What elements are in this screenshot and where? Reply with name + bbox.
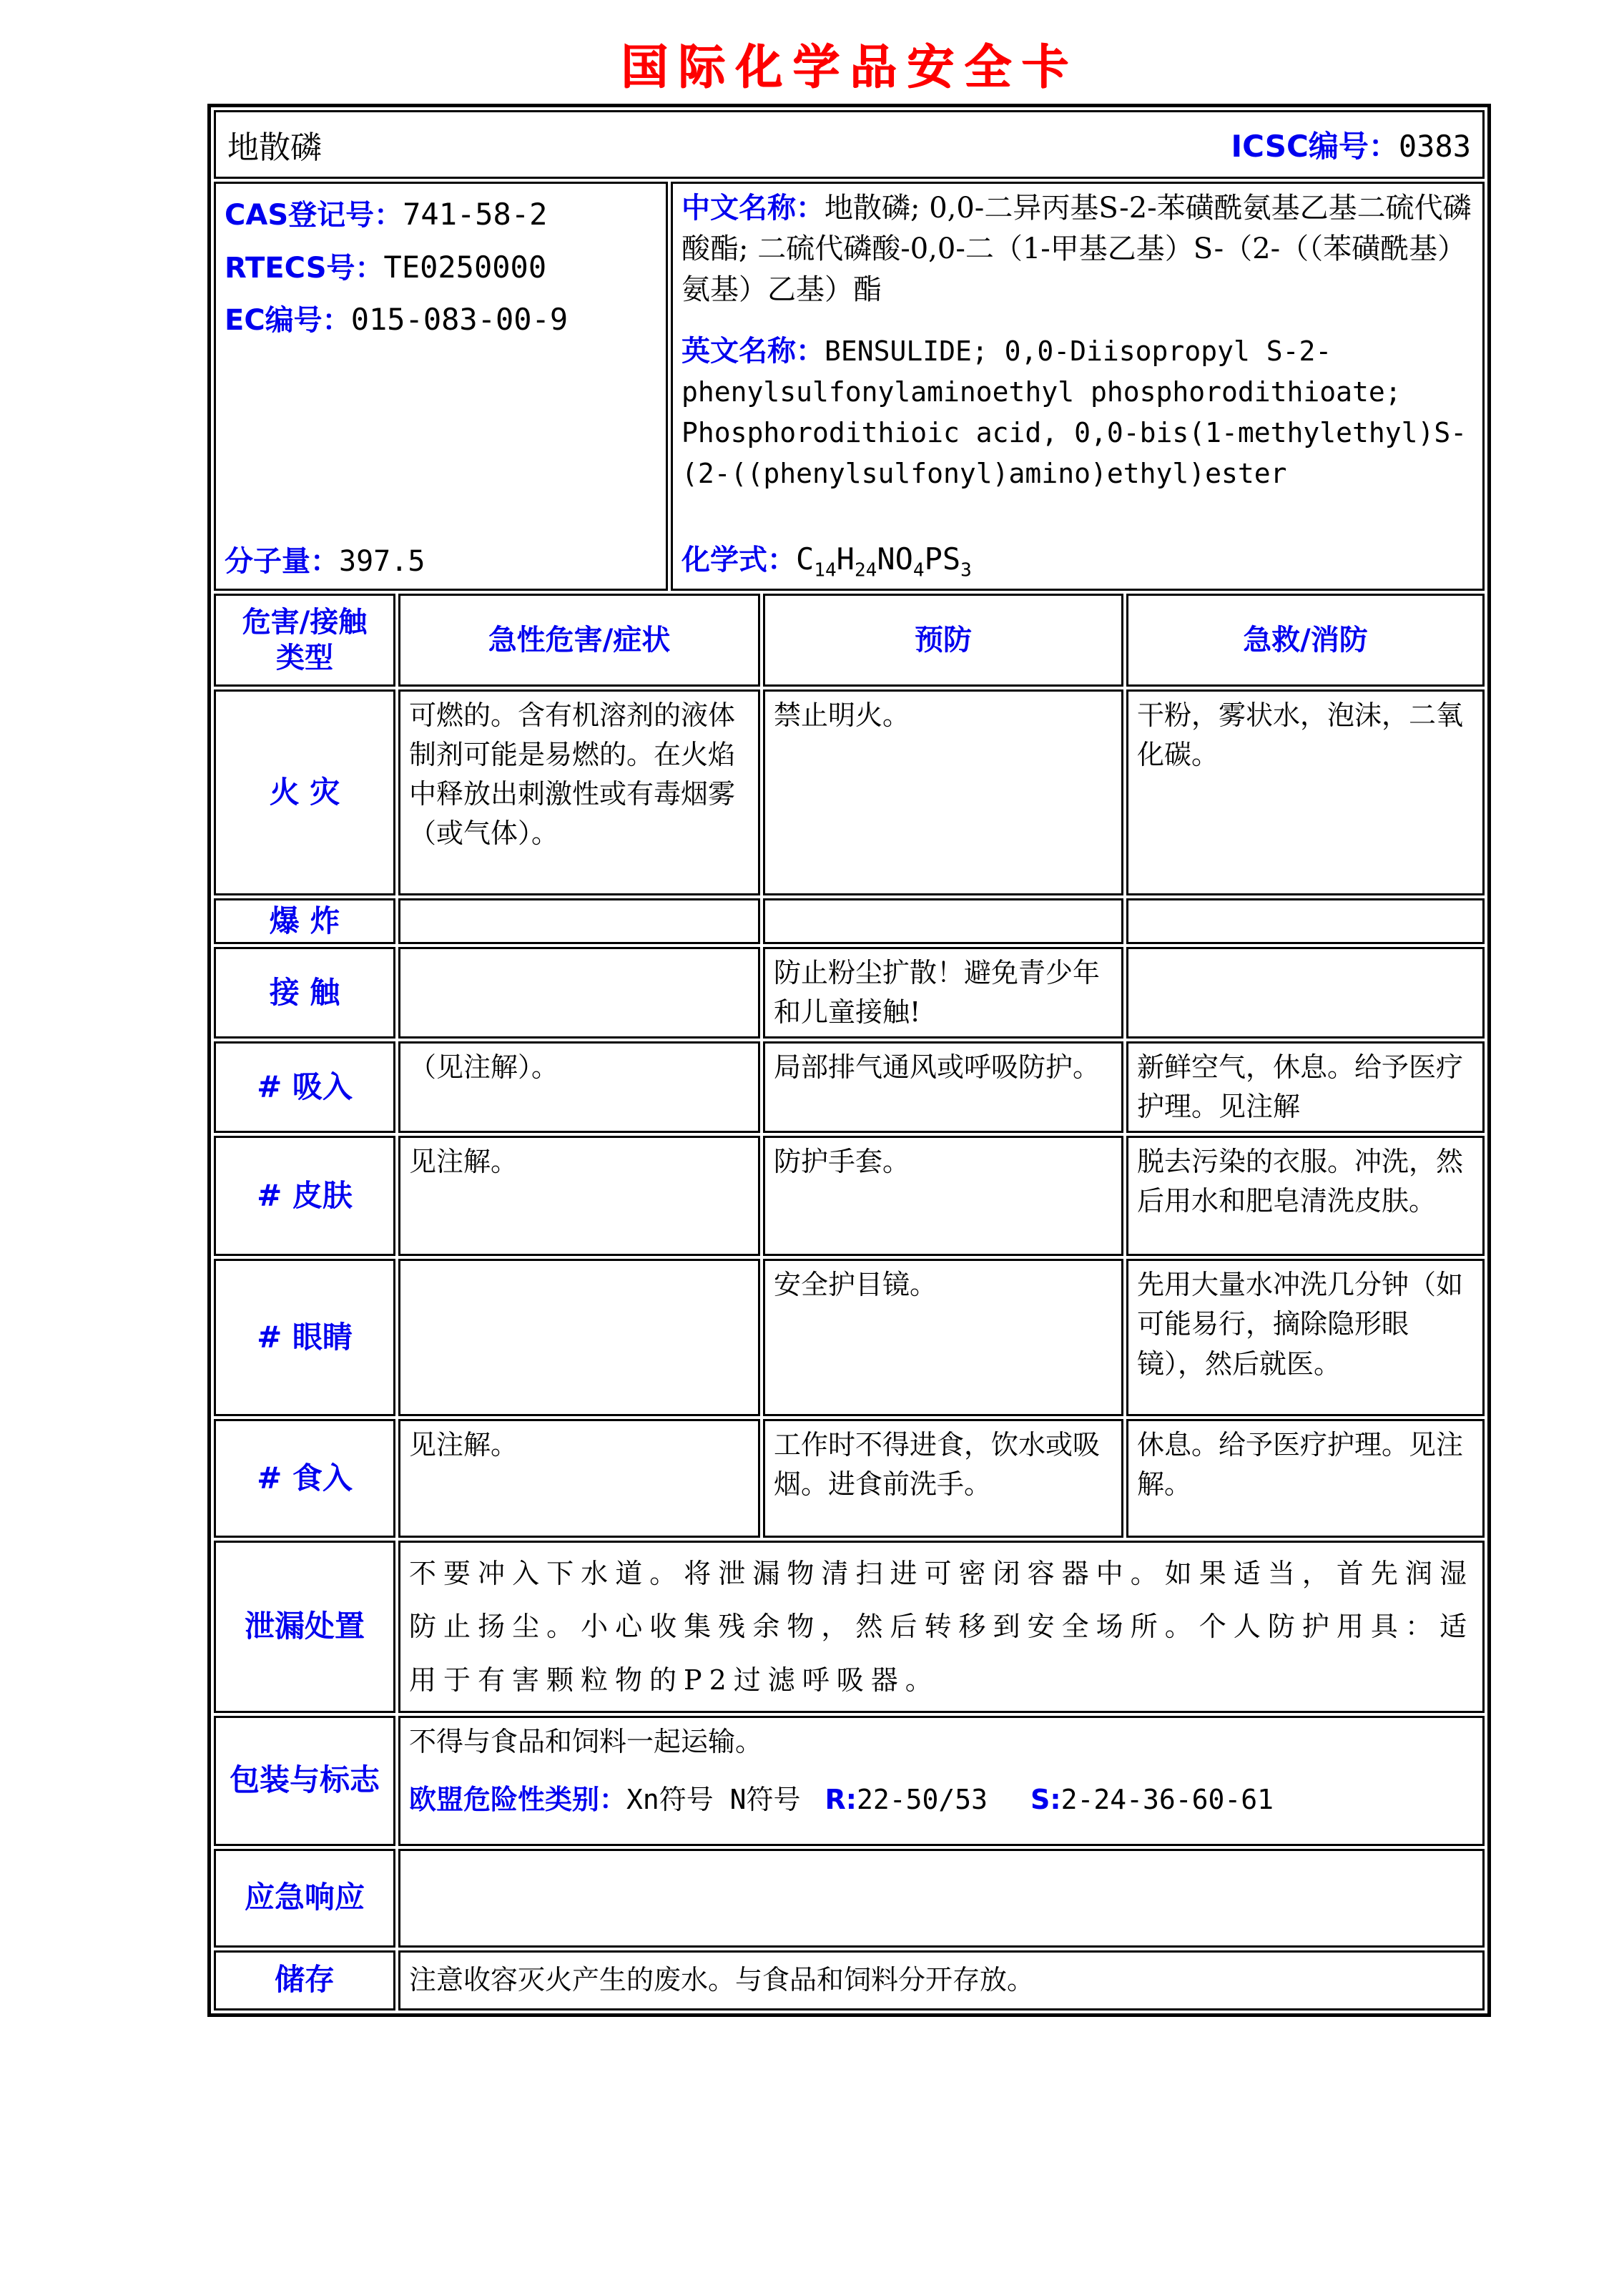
column-header-row	[214, 594, 1485, 687]
chemical-formula-line	[681, 536, 1474, 584]
exposure-prevention: 防止粉尘扩散！避免青少年和儿童接触!	[763, 947, 1123, 1039]
ingestion-firstaid: 休息。给予医疗护理。见注解。	[1126, 1419, 1485, 1538]
icsc-number-label: ICSC编号：	[1231, 129, 1399, 164]
fire-label: 火 灾	[214, 689, 395, 895]
cas-label: CAS登记号：	[225, 199, 403, 232]
r-phrase-value: 22-50/53	[857, 1783, 988, 1815]
rtecs-value: TE0250000	[383, 249, 547, 285]
row-spill-disposal	[214, 1541, 1485, 1712]
row-eyes	[214, 1259, 1485, 1416]
skin-symptoms: 见注解。	[398, 1136, 760, 1256]
inhalation-label: # 吸入	[214, 1041, 395, 1133]
spill-disposal-text: 不要冲入下水道。将泄漏物清扫进可密闭容器中。如果适当，首先润湿防止扬尘。小心收集残余物，然后转移到安全场所。个人防护用具：适用于有害颗粒物的P2过滤呼吸器。	[398, 1541, 1485, 1712]
storage-label: 储存	[214, 1950, 395, 2011]
inhalation-firstaid: 新鲜空气，休息。给予医疗护理。见注解	[1126, 1041, 1485, 1133]
col-header-firstaid: 急救/消防	[1126, 594, 1485, 687]
row-packaging-labelling	[214, 1716, 1485, 1846]
row-exposure	[214, 947, 1485, 1039]
r-phrase-label: R:	[825, 1783, 857, 1815]
identifier-row	[214, 182, 1485, 591]
explosion-firstaid	[1126, 898, 1485, 944]
eyes-symptoms	[398, 1259, 760, 1416]
fire-symptoms: 可燃的。含有机溶剂的液体制剂可能是易燃的。在火焰中释放出刺激性或有毒烟雾（或气体）。	[398, 689, 760, 895]
icsc-number-value: 0383	[1398, 129, 1471, 164]
mw-value: 397.5	[339, 545, 425, 578]
s-phrase-value: 2-24-36-60-61	[1060, 1783, 1274, 1815]
eyes-prevention: 安全护目镜。	[763, 1259, 1123, 1416]
ec-value: 015-083-00-9	[350, 302, 569, 337]
col-header-prevention: 预防	[763, 594, 1123, 687]
fire-firstaid: 干粉，雾状水，泡沫，二氧化碳。	[1126, 689, 1485, 895]
name-row	[214, 110, 1485, 179]
chinese-name-paragraph	[681, 188, 1474, 310]
cas-value: 741-58-2	[403, 197, 548, 232]
ec-label: EC编号：	[225, 304, 351, 337]
exposure-symptoms	[398, 947, 760, 1039]
formula-value: $C_{14}H_{24}NO_4PS_3$	[796, 541, 972, 581]
molecular-weight-line	[225, 539, 657, 584]
eyes-label: # 眼睛	[214, 1259, 395, 1416]
names-cell	[671, 182, 1485, 591]
row-inhalation	[214, 1041, 1485, 1133]
explosion-symptoms	[398, 898, 760, 944]
col-header-hazard-type: 危害/接触 类型	[214, 594, 395, 687]
english-name-paragraph	[681, 331, 1474, 494]
eu-class-label: 欧盟危险性类别：	[409, 1783, 627, 1815]
ec-number-line	[225, 293, 657, 346]
registry-numbers-cell	[214, 182, 668, 591]
fire-prevention: 禁止明火。	[763, 689, 1123, 895]
row-explosion	[214, 898, 1485, 944]
explosion-prevention	[763, 898, 1123, 944]
row-skin	[214, 1136, 1485, 1256]
row-fire	[214, 689, 1485, 895]
storage-text: 注意收容灭火产生的废水。与食品和饲料分开存放。	[398, 1950, 1485, 2011]
row-emergency-response	[214, 1849, 1485, 1948]
rtecs-number-line	[225, 241, 657, 294]
mw-label: 分子量：	[225, 545, 339, 578]
skin-firstaid: 脱去污染的衣服。冲洗，然后用水和肥皂清洗皮肤。	[1126, 1136, 1485, 1256]
explosion-label: 爆 炸	[214, 898, 395, 944]
chinese-name-value: 地散磷; 0,0-二异丙基S-2-苯磺酰氨基乙基二硫代磷酸酯; 二硫代磷酸-0,0-二（1-甲基乙基）S-（2-（（苯磺酰基）氨基）乙基）酯	[681, 192, 1472, 306]
eu-hazard-class-line	[409, 1780, 1474, 1820]
chemical-name: 地散磷	[227, 129, 322, 166]
exposure-firstaid	[1126, 947, 1485, 1039]
chinese-name-label: 中文名称：	[681, 192, 825, 225]
skin-label: # 皮肤	[214, 1136, 395, 1256]
cas-number-line	[225, 188, 657, 241]
english-name-label: 英文名称：	[681, 335, 825, 368]
exposure-label: 接 触	[214, 947, 395, 1039]
emergency-response-text	[398, 1849, 1485, 1948]
eu-symbols: Xn符号 N符号	[626, 1783, 801, 1815]
skin-prevention: 防护手套。	[763, 1136, 1123, 1256]
icsc-number	[1231, 123, 1471, 166]
eyes-firstaid: 先用大量水冲洗几分钟（如可能易行，摘除隐形眼镜），然后就医。	[1126, 1259, 1485, 1416]
inhalation-prevention: 局部排气通风或呼吸防护。	[763, 1041, 1123, 1133]
spill-disposal-label: 泄漏处置	[214, 1541, 395, 1712]
emergency-response-label: 应急响应	[214, 1849, 395, 1948]
english-name-value: BENSULIDE; 0,0-Diisopropyl S-2-phenylsulfonylaminoethyl phosphorodithioate; Phosphorodithioic acid, 0,0-bis(1-methylethyl)S-(2-((phenylsulfonyl)amino)ethyl)ester	[681, 335, 1467, 489]
ingestion-symptoms: 见注解。	[398, 1419, 760, 1538]
inhalation-symptoms: （见注解）。	[398, 1041, 760, 1133]
name-cell	[214, 110, 1485, 179]
row-ingestion	[214, 1419, 1485, 1538]
rtecs-label: RTECS号：	[225, 251, 384, 285]
row-storage	[214, 1950, 1485, 2011]
col-header-symptoms: 急性危害/症状	[398, 594, 760, 687]
s-phrase-label: S:	[1030, 1783, 1061, 1815]
packaging-transport-line: 不得与食品和饲料一起运输。	[409, 1725, 763, 1757]
formula-label: 化学式：	[681, 543, 796, 576]
ingestion-label: # 食入	[214, 1419, 395, 1538]
packaging-text-cell	[398, 1716, 1485, 1846]
safety-card-table	[207, 104, 1491, 2017]
packaging-label: 包装与标志	[214, 1716, 395, 1846]
page-title: 国际化学品安全卡	[621, 39, 1078, 94]
ingestion-prevention: 工作时不得进食，饮水或吸烟。进食前洗手。	[763, 1419, 1123, 1538]
